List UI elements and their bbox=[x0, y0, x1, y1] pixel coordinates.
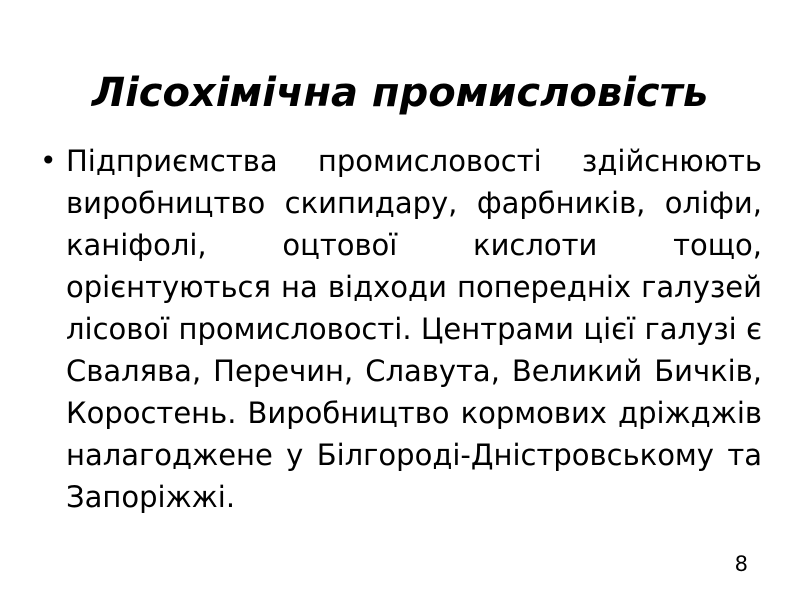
bullet-icon: • bbox=[40, 144, 57, 177]
slide-body bbox=[34, 140, 762, 518]
page-title: Лісохімічна промисловість bbox=[91, 69, 709, 116]
list-item-text: Підприємства промисловості здійснюють виробництво скипидару, фарбників, оліфи, каніфолі, оцтової кислоти тощо, орієнтуються на відходи попередніх галузей лісової промисловості. Центрами цієї галузі є Свалява, Перечин, Славута, Великий Бичків, Коростень. Виробництво кормових дріжджів налагоджене у Білгороді-Дністровському та Запоріжжі. bbox=[66, 144, 762, 514]
page-number: 8 bbox=[734, 552, 748, 576]
list-item bbox=[34, 140, 762, 518]
